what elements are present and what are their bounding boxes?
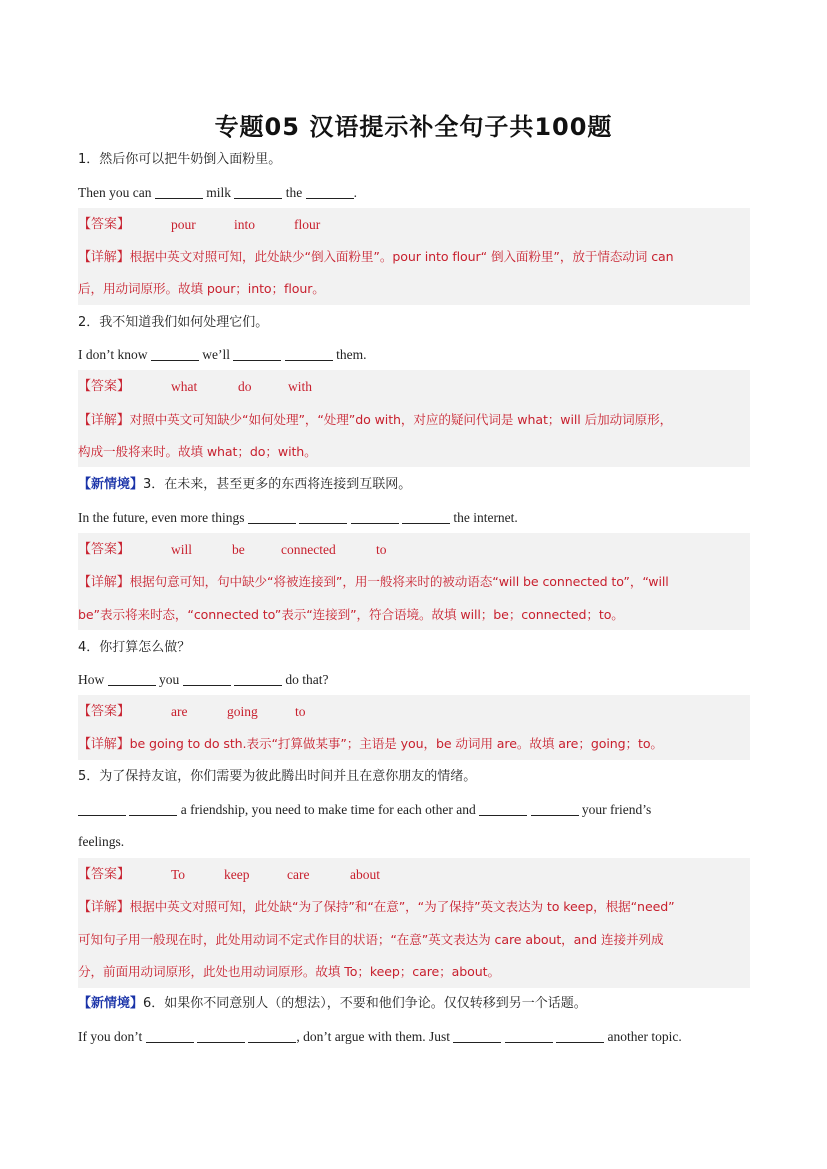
question-2-prompt: [78, 313, 750, 333]
blank: [505, 1028, 553, 1043]
answer-word: with: [288, 379, 313, 394]
question-4-prompt: [78, 638, 750, 658]
question-chinese: 你打算怎么做？: [99, 640, 191, 655]
blank: [234, 184, 282, 199]
blank: [129, 801, 177, 816]
answer-word: are: [171, 704, 188, 719]
question-3-sentence: In the future, even more things the internet.: [78, 510, 518, 525]
answer-word: connected: [281, 542, 336, 557]
explanation-line: 【详解】根据句意可知，句中缺少“将被连接到”，用一般将来时的被动语态“will be connected to”，“will: [78, 574, 669, 590]
explanation-line: 【详解】对照中英文可知缺少“如何处理”，“处理”do with，对应的疑问代词是 what；will 后加动词原形，: [78, 412, 673, 428]
explanation-line: 【详解】be going to do sth.表示“打算做某事”；主语是 you，be 动词用 are。故填 are；going；to。: [78, 736, 663, 752]
answer-line-4: [78, 702, 750, 722]
blank: [299, 509, 347, 524]
answer-word: going: [227, 704, 258, 719]
question-chinese: 我不知道我们如何处理它们。: [99, 315, 269, 330]
detail-tag: 【详解】: [78, 413, 130, 428]
detail-tag: 【详解】: [78, 737, 130, 752]
answer-word: pour: [171, 217, 196, 232]
blank: [531, 801, 579, 816]
blank: [197, 1028, 245, 1043]
question-number: 1．: [78, 152, 100, 167]
blank: [248, 509, 296, 524]
answer-word: keep: [224, 867, 250, 882]
page-title: 专题05 汉语提示补全句子共100题: [214, 113, 613, 141]
blank: [351, 509, 399, 524]
explanation-line: be”表示将来时态，“connected to”表示“连接到”，符合语境。故填 will；be；connected；to。: [78, 607, 624, 622]
question-5-sentence-cont: feelings.: [78, 834, 125, 849]
question-number: 4．: [78, 640, 100, 655]
blank: [146, 1028, 194, 1043]
blank: [285, 346, 333, 361]
explanation-line: 构成一般将来时。故填 what；do；with。: [78, 444, 317, 459]
question-5-prompt: [78, 767, 750, 787]
blank: [151, 346, 199, 361]
question-3-prompt: [78, 475, 750, 495]
answer-tag: 【答案】: [78, 542, 131, 557]
answer-word: to: [376, 542, 387, 557]
answer-line-2: [78, 377, 750, 397]
blank: [402, 509, 450, 524]
question-chinese: 然后你可以把牛奶倒入面粉里。: [99, 152, 282, 167]
blank: [306, 184, 354, 199]
new-context-tag: 【新情境】: [78, 477, 144, 492]
blank: [233, 346, 281, 361]
explanation-line: 可知句子用一般现在时，此处用动词不定式作目的状语；“在意”英文表达为 care about，and 连接并列成: [78, 932, 664, 947]
detail-tag: 【详解】: [78, 250, 130, 265]
question-2-sentence: I don’t know we’ll them.: [78, 347, 367, 362]
answer-tag: 【答案】: [78, 867, 131, 882]
question-1-prompt: [78, 150, 750, 170]
question-number: 3．: [143, 477, 165, 492]
blank: [78, 801, 126, 816]
blank: [248, 1028, 296, 1043]
question-6-prompt: [78, 994, 750, 1014]
question-4-sentence: How you do that?: [78, 672, 329, 687]
question-5-sentence: a friendship, you need to make time for each other and your friend’s: [78, 800, 750, 820]
answer-word: do: [238, 379, 252, 394]
answer-word: To: [171, 867, 186, 882]
question-number: 5．: [78, 769, 100, 784]
question-1-sentence: Then you can milk the .: [78, 185, 357, 200]
explanation-line: 后，用动词原形。故填 pour；into；flour。: [78, 281, 325, 296]
blank: [155, 184, 203, 199]
answer-word: into: [234, 217, 256, 232]
answer-word: to: [295, 704, 306, 719]
answer-tag: 【答案】: [78, 217, 131, 232]
new-context-tag: 【新情境】: [78, 996, 144, 1011]
answer-line-5: [78, 865, 750, 885]
question-number: 6．: [143, 996, 165, 1011]
answer-word: will: [171, 542, 193, 557]
blank: [479, 801, 527, 816]
explanation-line: 【详解】根据中英文对照可知，此处缺少“倒入面粉里”。pour into flour“ 倒入面粉里”，放于情态动词 can: [78, 249, 674, 265]
blank: [234, 671, 282, 686]
answer-line-1: [78, 215, 750, 235]
question-6-sentence: If you don’t , don’t argue with them. Just another topic.: [78, 1029, 682, 1044]
question-chinese: 如果你不同意别人（的想法），不要和他们争论。仅仅转移到另一个话题。: [164, 996, 587, 1011]
explanation-line: 分，前面用动词原形，此处也用动词原形。故填 To；keep；care；about。: [78, 964, 500, 979]
answer-tag: 【答案】: [78, 704, 131, 719]
answer-word: what: [171, 379, 198, 394]
answer-tag: 【答案】: [78, 379, 131, 394]
answer-word: about: [350, 867, 380, 882]
question-chinese: 在未来，甚至更多的东西将连接到互联网。: [164, 477, 412, 492]
answer-word: care: [287, 867, 310, 882]
detail-tag: 【详解】: [78, 900, 130, 915]
blank: [453, 1028, 501, 1043]
answer-line-3: [78, 540, 750, 560]
question-number: 2．: [78, 315, 100, 330]
detail-tag: 【详解】: [78, 575, 130, 590]
answer-word: be: [232, 542, 245, 557]
blank: [108, 671, 156, 686]
answer-word: flour: [294, 217, 321, 232]
explanation-line: 【详解】根据中英文对照可知，此处缺“为了保持”和“在意”，“为了保持”英文表达为 to keep，根据“need”: [78, 899, 675, 915]
blank: [556, 1028, 604, 1043]
blank: [183, 671, 231, 686]
question-chinese: 为了保持友谊，你们需要为彼此腾出时间并且在意你朋友的情绪。: [99, 769, 477, 784]
